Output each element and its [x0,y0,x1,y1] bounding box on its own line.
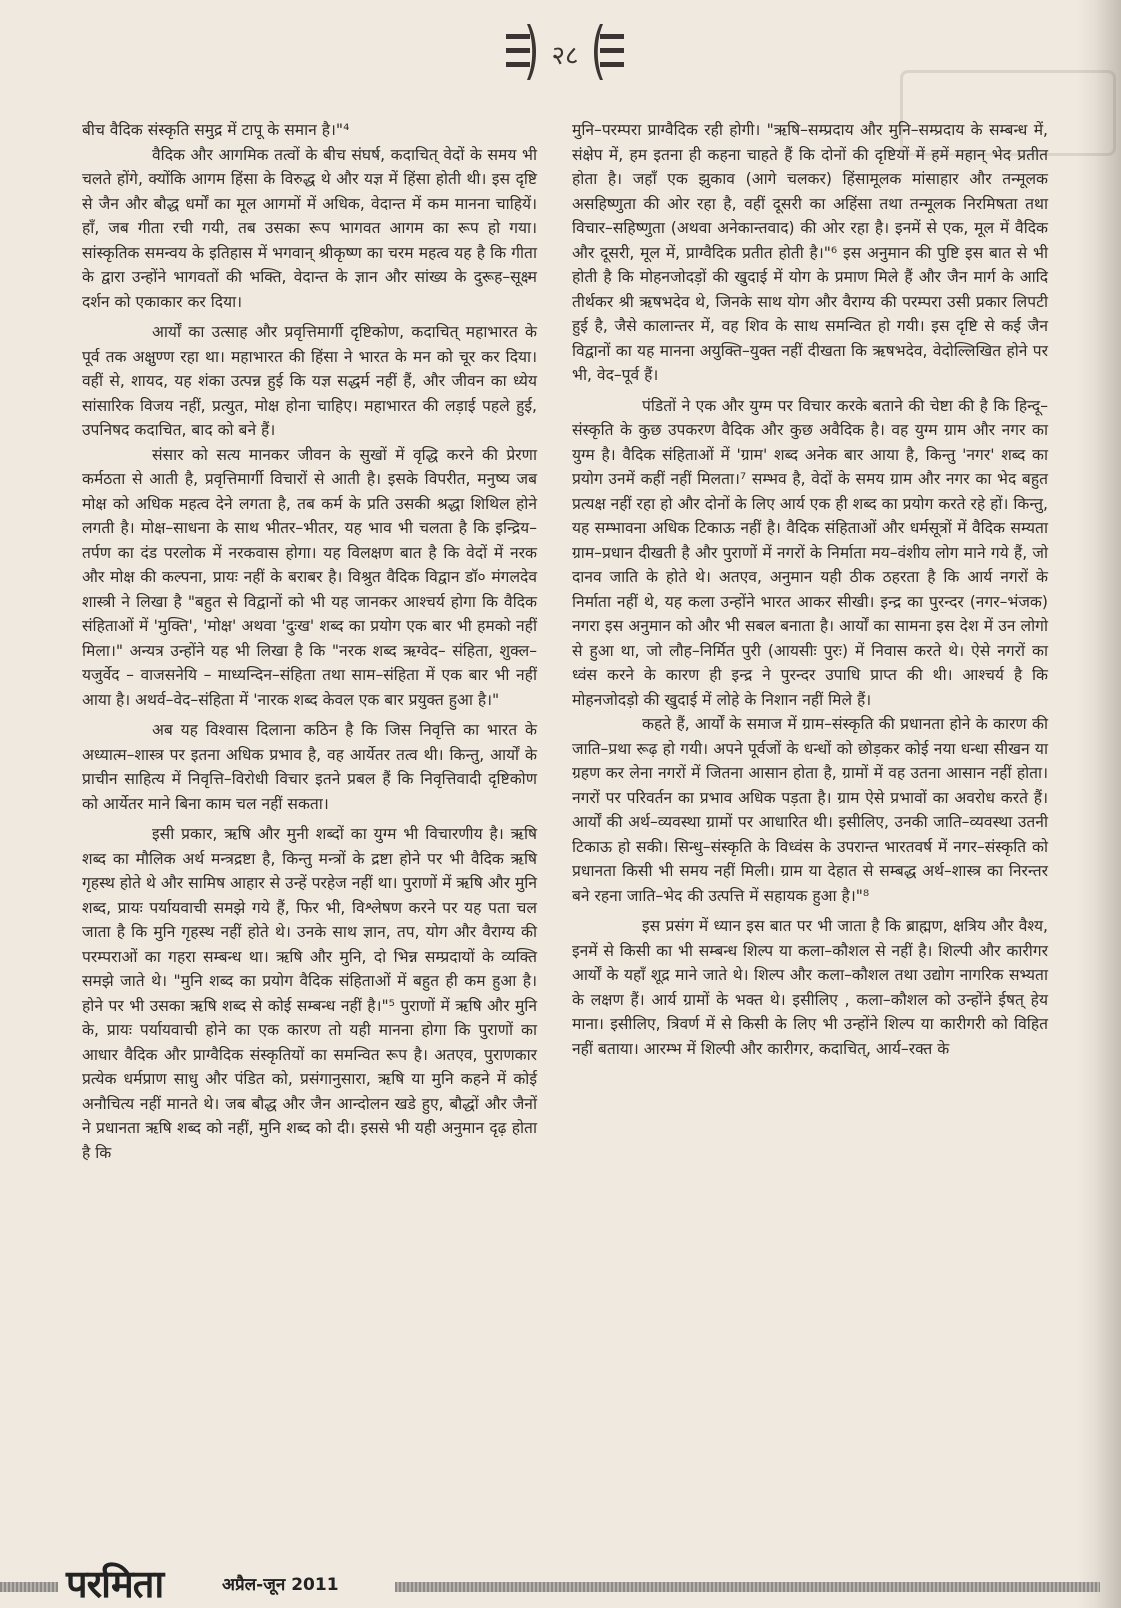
paragraph: आर्यों का उत्साह और प्रवृत्तिमार्गी दृष्टिकोण, कदाचित् महाभारत के पूर्व तक अक्षुण्ण रहा था। महाभारत की हिंसा ने भारत के मन को चूर कर दिया। वहीं से, शायद, यह शंका उत्पन्न हुई कि यज्ञ सद्धर्म नहीं हैं, और जीवन का ध्येय सांसारिक विजय नहीं, प्रत्युत, मोक्ष होना चाहिए। महाभारत की लड़ाई पहले हुई, उपनिषद कदाचित, बाद को बने हैं। [82,323,537,439]
page-number: २८ [551,41,579,71]
paragraph: संसार को सत्य मानकर जीवन के सुखों में वृद्धि करने की प्रेरणा कर्मठता से आती है, प्रवृत्तिमार्गी विचारों से आती है। इसके विपरीत, मनुष्य जब मोक्ष को अधिक महत्व देने लगता है, तब कर्म के प्रति उसकी श्रद्धा शिथिल होने लगती है। मोक्ष–साधना के साथ भीतर–भीतर, यह भाव भी चलता है कि इन्द्रिय–तर्पण का दंड परलोक में नरकवास होगा। यह विलक्षण बात है कि वेदों में नरक और मोक्ष की कल्पना, प्रायः नहीं के बराबर है। विश्रुत वैदिक विद्वान डॉ० मंगलदेव शास्त्री ने लिखा है "बहुत से विद्वानों को भी यह जानकर आश्चर्य होगा कि वैदिक संहिताओं में 'मुक्ति', 'मोक्ष' अथवा 'दुःख' शब्द का प्रयोग एक बार भी हमको नहीं मिला।" अन्यत्र उन्होंने यह भी लिखा है कि "नरक शब्द ऋग्वेद– संहिता, शुक्ल– यजुर्वेद – वाजसनेयि – माध्यन्दिन–संहिता तथा साम–संहिता में एक बार भी नहीं आया है। अथर्व–वेद–संहिता में 'नारक शब्द केवल एक बार प्रयुक्त हुआ है।" [82,445,537,709]
paragraph: बीच वैदिक संस्कृति समुद्र में टापू के समान है।"⁴ [82,121,350,139]
paragraph: इसी प्रकार, ऋषि और मुनी शब्दों का युग्म भी विचारणीय है। ऋषि शब्द का मौलिक अर्थ मन्त्रद्रष्टा है, किन्तु मन्त्रों के द्रष्टा होने पर भी वैदिक ऋषि गृहस्थ होते थे और सामिष आहार से उन्हें परहेज नहीं था। पुराणों में ऋषि और मुनि शब्द, प्रायः पर्यायवाची समझे गये हैं, फिर भी, विश्लेषण करने पर यह पता चल जाता है कि मुनि गृहस्थ नहीं होते थे। उनके साथ ज्ञान, तप, योग और वैराग्य की परम्पराओं का गहरा सम्बन्ध था। ऋषि और मुनि, दो भिन्न सम्प्रदायों के व्यक्ति समझे जाते थे। "मुनि शब्द का प्रयोग वैदिक संहिताओं में बहुत ही कम हुआ है। होने पर भी उसका ऋषि शब्द से कोई सम्बन्ध नहीं है।"⁵ पुराणों में ऋषि और मुनि के, प्रायः पर्यायवाची होने का एक कारण तो यही मानना होगा कि पुराणों का आधार वैदिक और प्राग्वैदिक संस्कृतियों का समन्वित रूप है। अतएव, पुराणकार प्रत्येक धर्मप्राण साधु और पंडित को, प्रसंगानुसारा, ऋषि या मुनि कहने में कोई अनौचित्य नहीं मानते थे। जब बौद्ध और जैन आन्दोलन खडे हुए, बौद्धों और जैनों ने प्रधानता ऋषि शब्द को नहीं, मुनि शब्द को दी। इससे भी यही अनुमान दृढ़ होता है कि [82,825,537,1162]
paragraph: वैदिक और आगमिक तत्वों के बीच संघर्ष, कदाचित् वेदों के समय भी चलते होंगे, क्योंकि आगम हिंसा के विरुद्ध थे और यज्ञ में हिंसा होती थी। इस दृष्टि से जैन और बौद्ध धर्मों का मूल आगमों में अधिक, वेदान्त में कम मानना चाहियें। हाँ, जब गीता रची गयी, तब उसका रूप भागवत आगम का रूप हो गया। सांस्कृतिक समन्वय के इतिहास में भगवान् श्रीकृष्ण का चरम महत्व यह है कि गीता के द्वारा उन्होंने भागवतों की भक्ति, वेदान्त के ज्ञान और सांख्य के दुरूह–सूक्ष्म दर्शन को एकाकार कर दिया। [82,145,537,311]
page-edge-shadow [1077,0,1121,1608]
paragraph: कहते हैं, आर्यों के समाज में ग्राम–संस्कृति की प्रधानता होने के कारण की जाति–प्रथा रूढ़ हो गयी। अपने पूर्वजों के धन्धों को छोड़कर कोई नया धन्धा सीखन या ग्रहण कर लेना नगरों में जितना आसान होता है, ग्रामों में वह उतना आसान नहीं होता। नगरों पर परिवर्तन का प्रभाव अधिक पड़ता है। ग्राम ऐसे प्रभावों का अवरोध करते हैं। आर्यों की अर्थ–व्यवस्था ग्रामों पर आधारित थी। इसीलिए, उनकी जाति–व्यवस्था उतनी टिकाऊ हो सकी। सिन्धु–संस्कृति के विध्वंस के उपरान्त भारतवर्ष में नगर–संस्कृति को प्रधानता किसी भी समय नहीं मिली। ग्राम या देहात से सम्बद्ध अर्थ–शास्त्र का निरन्तर बने रहना जाति–भेद की उत्पत्ति में सहायक हुआ है।"⁸ [572,715,1048,905]
paragraph: पंडितों ने एक और युग्म पर विचार करके बताने की चेष्टा की है कि हिन्दू–संस्कृति के कुछ उपकरण वैदिक और कुछ अवैदिक है। वह युग्म ग्राम और नगर का युग्म है। वैदिक संहिताओं में 'ग्राम' शब्द अनेक बार आया है, किन्तु 'नगर' शब्द का प्रयोग उनमें कहीं नहीं मिलता।⁷ सम्भव है, वेदों के समय ग्राम और नगर का भेद बहुत प्रत्यक्ष नहीं रहा हो और दोनों के लिए आर्य एक ही शब्द का प्रयोग करते रहे हों। किन्तु, यह सम्भावना अधिक टिकाऊ नहीं है। वैदिक संहिताओं और धर्मसूत्रों में वैदिक सम्यता ग्राम–प्रधान दीखती है और पुराणों में नगरों के निर्माता मय–वंशीय लोग माने गये हैं, जो दानव जाति के होते थे। अतएव, अनुमान यही ठीक ठहरता है कि आर्य नगरों के निर्माता नहीं थे, यह कला उन्होंने भारत आकर सीखी। इन्द्र का पुरन्दर (नगर–भंजक) नगरा इस अनुमान को और भी सबल बनाता है। आर्यों का सामना इस देश में उन लोगो से हुआ था, जो लौह–निर्मित पुरी (आयसीः पुरः) में निवास करते थे। ऐसे नगरों का ध्वंस करने के कारण ही इन्द्र ने पुरन्दर उपाधि प्राप्त की थी। आश्चर्य है कि मोहनजोदड़ो की खुदाई में लोहे के निशान नहीं मिले हैं। [572,396,1048,709]
paragraph: इस प्रसंग में ध्यान इस बात पर भी जाता है कि ब्राह्मण, क्षत्रिय और वैश्य, इनमें से किसी का भी सम्बन्ध शिल्प या कला–कौशल से नहीं है। शिल्पी और कारीगर आर्यों के यहाँ शूद्र माने जाते थे। शिल्प और कला–कौशल तथा उद्योग नागरिक सभ्यता के लक्षण हैं। आर्य ग्रामों के भक्त थे। इसीलिए , कला–कौशल को उन्होंने ईषत् हेय माना। इसीलिए, त्रिवर्ण में से किसी के लिए भी उन्होंने शिल्प या कारीगरी को विहित नहीं बताया। आरम्भ में शिल्पी और कारीगर, कदाचित्, आर्य–रक्त के [572,917,1048,1058]
right-column [572,118,1048,1061]
issue-date: अप्रैल-जून 2011 [222,1575,339,1595]
footer [0,1562,1121,1608]
footer-stripe [0,1582,58,1592]
left-column [82,118,537,1165]
magazine-logo: परमिता [66,1561,164,1606]
paragraph: अब यह विश्वास दिलाना कठिन है कि जिस निवृत्ति का भारत के अध्यात्म–शास्त्र पर इतना अधिक प्रभाव है, वह आर्येतर तत्व थी। किन्तु, आर्यों के प्राचीन साहित्य में निवृत्ति–विरोधी विचार इतने प्रबल हैं कि निवृत्तिवादी दृष्टिकोण को आर्येतर माने बिना काम चल नहीं सकता। [82,721,537,813]
paragraph: मुनि–परम्परा प्राग्वैदिक रही होगी। "ऋषि–सम्प्रदाय और मुनि–सम्प्रदाय के सम्बन्ध में, संक्षेप में, हम इतना ही कहना चाहते हैं कि दोनों की दृष्टियों में हमें महान् भेद प्रतीत होता है। जहाँ एक झुकाव (आगे चलकर) हिंसामूलक मांसाहार और तन्मूलक असहिष्णुता की ओर रहा है, वहीं दूसरी का अहिंसा तथा तन्मूलक निरमिषता तथा विचार–सहिष्णुता (अथवा अनेकान्तवाद) की ओर रहा है। इनमें से एक, मूल में वैदिक और दूसरी, मूल में, प्राग्वैदिक प्रतीत होती है।"⁶ इस अनुमान की पुष्टि इस बात से भी होती है कि मोहनजोदड़ों की खुदाई में योग के प्रमाण मिले हैं और जैन मार्ग के आदि तीर्थकर श्री ऋषभदेव थे, जिनके साथ योग और वैराग्य की परम्परा उसी प्रकार लिपटी हुई है, जैसे कालान्तर में, वह शिव के साथ समन्वित हो गयी। इस दृष्टि से कई जैन विद्वानों का यह मानना अयुक्ति–युक्त नहीं दीखता कि ऋषभदेव, वेदोल्लिखित होने पर भी, वेद–पूर्व हैं। [572,121,1048,384]
footer-stripe [395,1582,1100,1592]
page-number-ornament [500,20,630,84]
